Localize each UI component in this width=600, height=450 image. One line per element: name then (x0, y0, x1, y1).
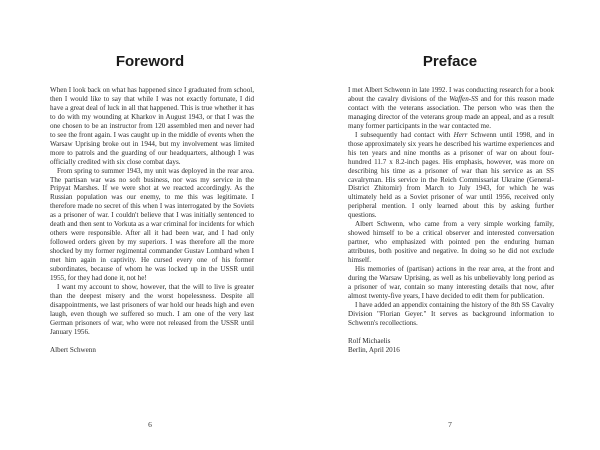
preface-signature-name: Rolf Michaelis (348, 336, 391, 345)
page-number-right: 7 (448, 420, 452, 429)
preface-p2-italic: Herr (453, 130, 468, 139)
preface-p2-text-b: Schwenn until 1998, and in those approximately six years he described his wartime experiences and his ten years and nine months as a prisoner of war on about four-hundred 11.7 x 8.2-inch pages. His emphasis, however, was more on describing his time as a prisoner of war than his service as an SS cavalryman. His service in the Reich Commissariat Ukraine (General-District Zhitomir) from March to July 1943, for which he was ultimately held as a Soviet prisoner of war until 1956, received only peripheral mention. I only learned about this by asking further questions. (348, 130, 554, 220)
foreword-paragraph-2: From spring to summer 1943, my unit was deployed in the rear area. The partisan war was no soft business, nor was my service in the Pripyat Marshes. If we were shot at we reacted accordingly. As the Russian population was our enemy, to me this was legitimate. I therefore made no secret of this when I was interrogated by the Soviets as a prisoner of war. I couldn't believe that I was initially sentenced to death and then sent to Vorkuta as a war criminal for incidents for which others were responsible. After all it had been war, and I had only followed orders given by my superiors. I was therefore all the more shocked by my former regimental commander Gustav Lombard when I met him again in captivity. He cursed every one of his former subordinates, because of whom he was locked up in the USSR until 1955, for they had done it, not he! (50, 166, 254, 283)
preface-paragraph-4: His memories of (partisan) actions in the rear area, at the front and during the Warsaw Uprising, as well as his unbelievably long period as a prisoner of war, contain so many interesting details that now, after almost twenty-five years, I have decided to edit them for publication. (348, 265, 554, 300)
preface-p1-text-b: and for this reason made contact with the veterans association. The person who was then the managing director of the veterans group made an appeal, and as a result many former participants in the war contacted me. (348, 94, 554, 130)
preface-title: Preface (422, 53, 478, 70)
foreword-paragraph-3: I want my account to show, however, that the will to live is greater than the deepest misery and the worst hopelessness. Despite all disappointments, we last prisoners of war hold our heads high and even laugh, even though we suffered so much. I am one of the very last German prisoners of war, who were not released from the USSR until January 1956. (50, 282, 254, 336)
preface-p1-italic: Waffen-SS (449, 94, 479, 103)
preface-paragraph-5: I have added an appendix containing the history of the 8th SS Cavalry Division "Florian Geyer." It serves as background information to Schwenn's recollections. (348, 300, 554, 327)
foreword-paragraph-1: When I look back on what has happened since I graduated from school, then I would like to say that while I was not exactly fortunate, I did have a great deal of luck in all that happened. This is true whether it has to do with my wounding at Kharkov in August 1943, or that I was the one chosen to be an instructor from 120 assembled men and never had to see the front again. I was caught up in the middle of events when the Warsaw Uprising broke out in 1944, but my involvement was limited more to patrols and the guarding of our headquarters, although I was officially credited with six close combat days. (50, 86, 254, 166)
preface-signature (348, 337, 554, 355)
foreword-title: Foreword (115, 53, 185, 70)
preface-paragraph-3: Albert Schwenn, who came from a very simple working family, showed himself to be a critical observer and interested conversation partner, who emphasized with pointed pen the enduring human attributes, both positive and negative. In doing so he did not exclude himself. (348, 220, 554, 265)
page-number-left: 6 (148, 420, 152, 429)
right-page (300, 0, 600, 450)
foreword-signature: Albert Schwenn (50, 345, 96, 354)
preface-paragraph-2 (348, 131, 554, 221)
preface-p2-text-a: I subsequently had contact with (355, 130, 454, 139)
preface-paragraph-1 (348, 86, 554, 131)
foreword-body (50, 86, 254, 355)
preface-signature-place-date: Berlin, April 2016 (348, 345, 400, 354)
preface-body (348, 86, 554, 355)
preface-p1-text-a: I met Albert Schwenn in late 1992. I was conducting research for a book about the cavalry divisions of the (348, 86, 554, 103)
